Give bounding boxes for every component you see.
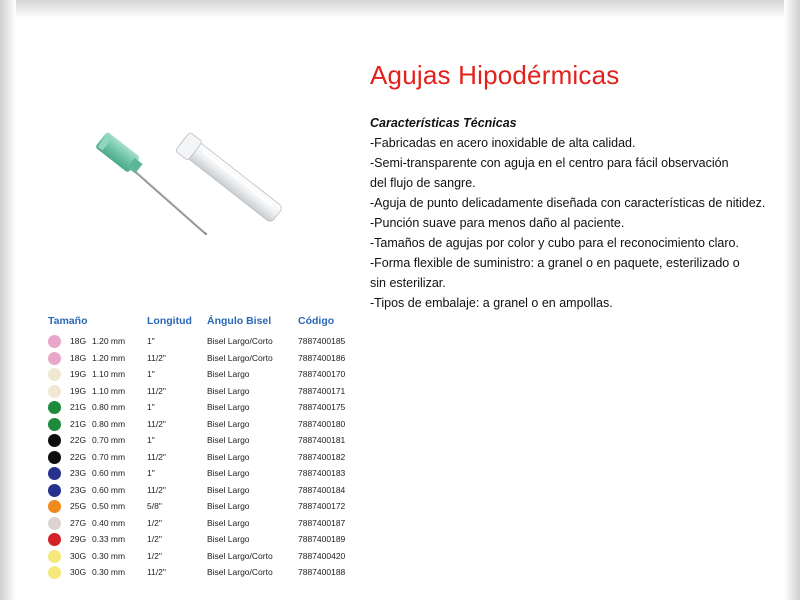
features-heading: Características Técnicas [370,116,517,130]
length-cell: 1" [147,402,155,412]
color-swatch [48,500,61,513]
gauge-cell: 18G [70,352,87,363]
color-swatch [48,550,61,563]
bevel-cell: Bisel Largo [207,369,250,379]
bevel-cell: Bisel Largo [207,418,250,429]
diameter-cell: 0.80 mm [92,402,126,412]
code-cell: 7887400188 [298,567,346,577]
gauge-cell: 25G [70,501,87,511]
gauge-cell: 22G [70,451,87,462]
table-row [0,449,400,465]
gauge-cell: 30G [70,567,87,577]
color-swatch [48,335,61,348]
length-cell: 11/2" [147,418,166,429]
diameter-cell: 0.60 mm [92,468,126,478]
length-cell: 11/2" [147,484,166,495]
diameter-cell: 0.30 mm [92,567,126,577]
bevel-cell: Bisel Largo [207,534,250,544]
length-cell: 1" [147,369,155,379]
diameter-cell: 0.70 mm [92,435,126,445]
table-row [0,432,400,448]
color-swatch [48,434,61,447]
code-cell: 7887400181 [298,435,346,445]
color-swatch [48,533,61,546]
needle-cap [175,132,284,225]
column-header-size: Tamaño [48,315,88,327]
table-row [0,531,400,547]
code-cell: 7887400184 [298,484,346,495]
bevel-cell: Bisel Largo [207,385,250,396]
gauge-cell: 21G [70,418,87,429]
feature-item: -Punción suave para menos daño al paciente. [370,216,625,230]
length-cell: 5/8" [147,501,162,511]
feature-item: -Tipos de embalaje: a granel o en ampollas. [370,296,613,310]
gauge-cell: 18G [70,336,87,346]
diameter-cell: 0.60 mm [92,484,126,495]
features-section [370,113,790,313]
table-row [0,366,400,382]
page-title: Agujas Hipodérmicas [370,60,620,90]
code-cell: 7887400172 [298,501,346,511]
code-cell: 7887400171 [298,385,346,396]
bevel-cell: Bisel Largo [207,435,250,445]
feature-item: del flujo de sangre. [370,176,476,190]
diameter-cell: 0.30 mm [92,550,126,561]
code-cell: 7887400183 [298,468,346,478]
feature-item: sin esterilizar. [370,276,446,290]
needle-shaft [129,165,206,234]
table-row [0,482,400,498]
color-swatch [48,467,61,480]
table-row [0,383,400,399]
color-swatch [48,484,61,497]
code-cell: 7887400175 [298,402,346,412]
diameter-cell: 0.40 mm [92,517,126,528]
table-row [0,548,400,564]
color-swatch [48,385,61,398]
table-row [0,498,400,514]
length-cell: 11/2" [147,451,166,462]
bevel-cell: Bisel Largo [207,484,250,495]
bevel-cell: Bisel Largo/Corto [207,567,273,577]
bevel-cell: Bisel Largo/Corto [207,352,273,363]
diameter-cell: 0.50 mm [92,501,126,511]
frame-top-shadow [0,0,800,18]
color-swatch [48,401,61,414]
code-cell: 7887400189 [298,534,346,544]
diameter-cell: 1.20 mm [92,336,126,346]
feature-item: -Tamaños de agujas por color y cubo para el reconocimiento claro. [370,236,739,250]
gauge-cell: 22G [70,435,87,445]
feature-item: -Fabricadas en acero inoxidable de alta calidad. [370,136,636,150]
code-cell: 7887400185 [298,336,346,346]
table-row [0,564,400,580]
length-cell: 11/2" [147,385,166,396]
bevel-cell: Bisel Largo/Corto [207,336,273,346]
table-row [0,515,400,531]
diameter-cell: 0.33 mm [92,534,126,544]
length-cell: 1" [147,468,155,478]
column-header-code: Código [298,315,335,327]
gauge-cell: 19G [70,385,87,396]
length-cell: 1" [147,336,155,346]
diameter-cell: 1.20 mm [92,352,126,363]
code-cell: 7887400170 [298,369,346,379]
gauge-cell: 29G [70,534,87,544]
gauge-cell: 27G [70,517,87,528]
diameter-cell: 1.10 mm [92,385,126,396]
length-cell: 1" [147,435,155,445]
table-row [0,416,400,432]
length-cell: 11/2" [147,352,166,363]
feature-item: -Semi-transparente con aguja en el centro para fácil observación [370,156,729,170]
diameter-cell: 0.80 mm [92,418,126,429]
bevel-cell: Bisel Largo [207,451,250,462]
table-row [0,333,400,349]
bevel-cell: Bisel Largo [207,468,250,478]
gauge-cell: 19G [70,369,87,379]
length-cell: 1/2" [147,550,162,561]
code-cell: 7887400187 [298,517,346,528]
color-swatch [48,368,61,381]
column-header-length: Longitud [147,315,192,327]
table-row [0,350,400,366]
bevel-cell: Bisel Largo [207,501,250,511]
code-cell: 7887400186 [298,352,346,363]
table-row [0,465,400,481]
diameter-cell: 1.10 mm [92,369,126,379]
color-swatch [48,517,61,530]
color-swatch [48,566,61,579]
bevel-cell: Bisel Largo [207,517,250,528]
color-swatch [48,418,61,431]
code-cell: 7887400182 [298,451,346,462]
column-header-bevel: Ángulo Bisel [207,315,272,327]
needle-illustration [84,126,314,256]
gauge-cell: 23G [70,468,87,478]
length-cell: 1/2" [147,534,162,544]
gauge-cell: 21G [70,402,87,412]
feature-item: -Aguja de punto delicadamente diseñada con características de nitidez. [370,196,766,210]
bevel-cell: Bisel Largo/Corto [207,550,273,561]
feature-item: -Forma flexible de suministro: a granel o en paquete, esterilizado o [370,256,740,270]
gauge-cell: 30G [70,550,87,561]
color-swatch [48,451,61,464]
gauge-cell: 23G [70,484,87,495]
needle-hub [95,131,145,176]
length-cell: 1/2" [147,517,162,528]
length-cell: 11/2" [147,567,166,577]
diameter-cell: 0.70 mm [92,451,126,462]
code-cell: 7887400180 [298,418,346,429]
code-cell: 7887400420 [298,550,346,561]
table-row [0,399,400,415]
bevel-cell: Bisel Largo [207,402,250,412]
color-swatch [48,352,61,365]
